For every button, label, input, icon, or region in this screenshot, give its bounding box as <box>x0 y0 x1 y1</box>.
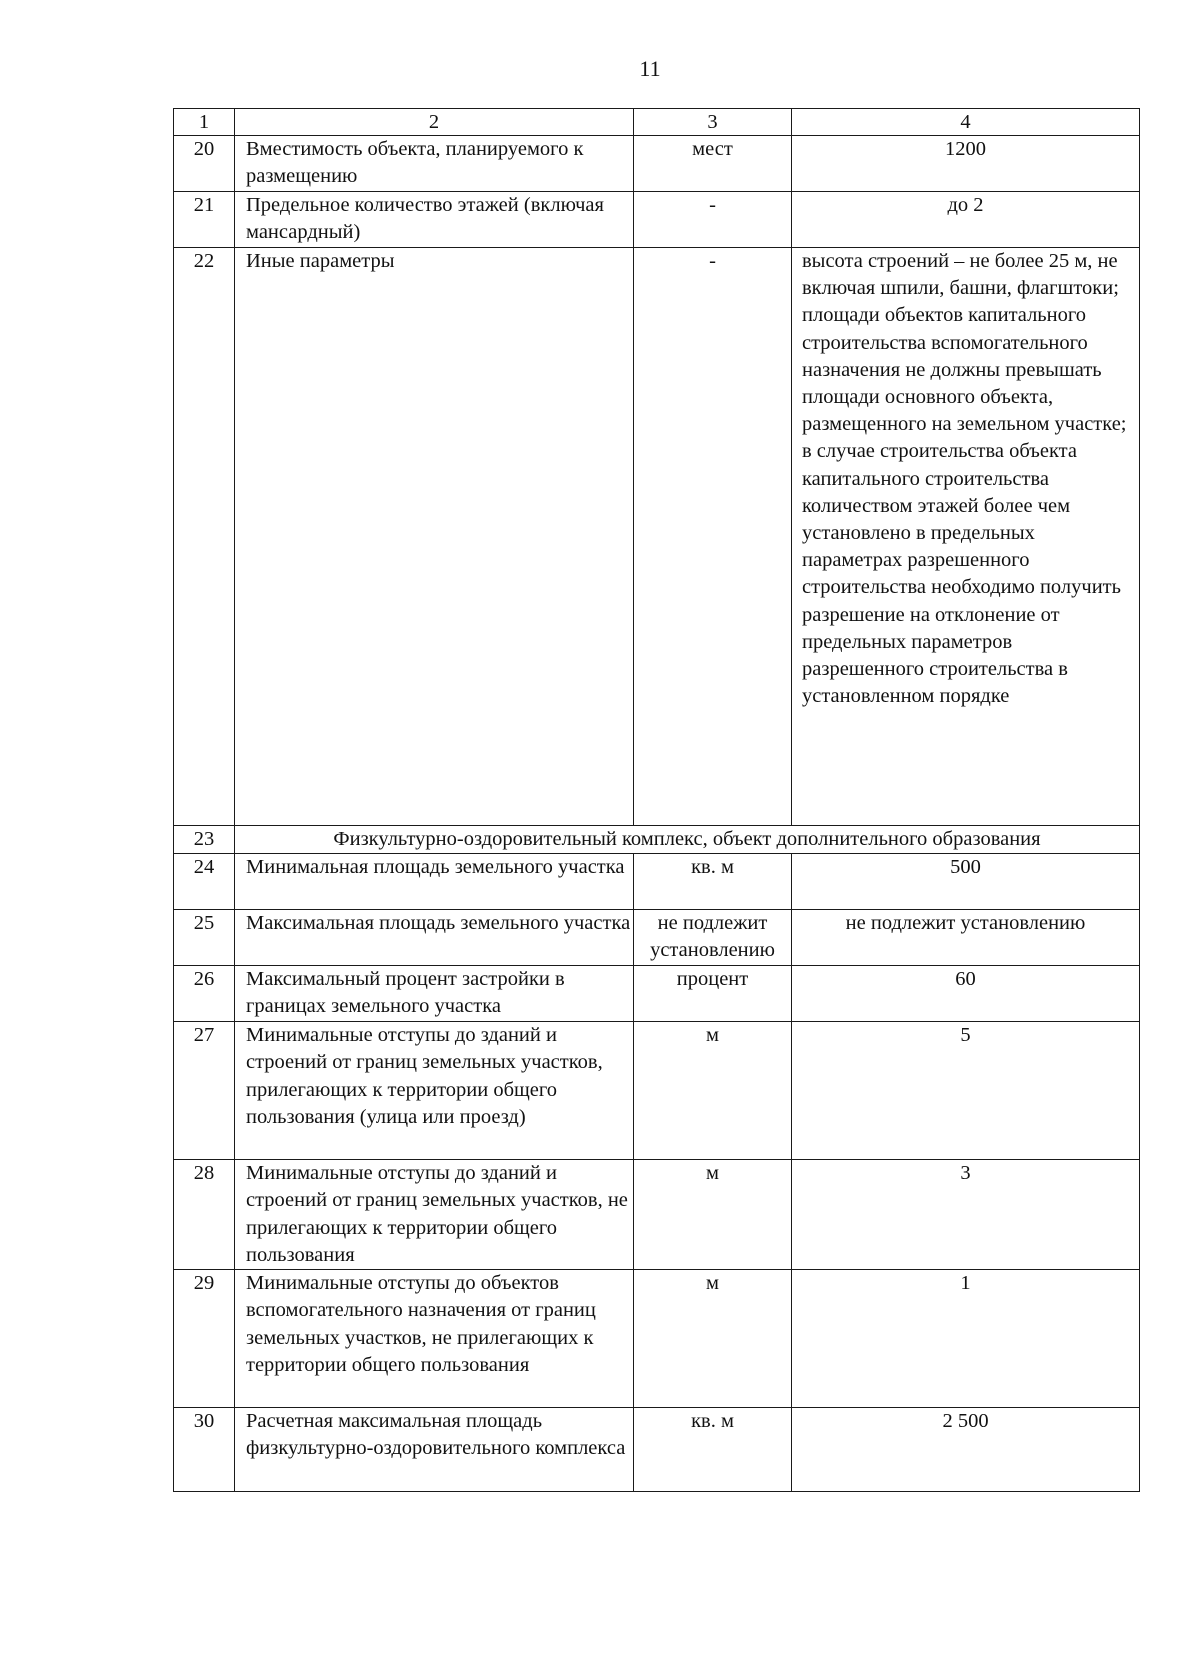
column-header-1: 1 <box>174 109 235 136</box>
row-parameter: Максимальный процент застройки в границах земельного участка <box>235 966 634 1022</box>
row-unit: м <box>634 1270 792 1408</box>
row-value: высота строений – не более 25 м, не включая шпили, башни, флагштоки; площади объектов капитального строительства вспомогательного назначения не должны превышать площади основного объекта, размещенного на земельном участке; в случае строительства объекта капитального строительства количеством этажей более чем установлено в предельных параметрах разрешенного строительства необходимо получить разрешение на отклонение от предельных параметров разрешенного строительства в установленном порядке <box>792 248 1140 826</box>
table-row <box>174 910 1140 966</box>
row-value: 2 500 <box>792 1408 1140 1492</box>
row-parameter: Максимальная площадь земельного участка <box>235 910 634 966</box>
row-value: до 2 <box>792 192 1140 248</box>
row-value: 1 <box>792 1270 1140 1408</box>
table-row <box>174 966 1140 1022</box>
table-row <box>174 192 1140 248</box>
row-parameter: Предельное количество этажей (включая мансардный) <box>235 192 634 248</box>
table-header-row <box>174 109 1140 136</box>
row-unit: м <box>634 1022 792 1160</box>
table-row <box>174 854 1140 910</box>
row-number: 29 <box>174 1270 235 1408</box>
table-row <box>174 248 1140 826</box>
row-unit: мест <box>634 136 792 192</box>
row-number: 20 <box>174 136 235 192</box>
table-row <box>174 1022 1140 1160</box>
table-row <box>174 1160 1140 1270</box>
section-row <box>174 826 1140 854</box>
row-number: 24 <box>174 854 235 910</box>
table-row <box>174 136 1140 192</box>
row-parameter: Минимальные отступы до зданий и строений от границ земельных участков, не прилегающих к территории общего пользования <box>235 1160 634 1270</box>
row-unit: не подлежит установлению <box>634 910 792 966</box>
row-parameter: Вместимость объекта, планируемого к размещению <box>235 136 634 192</box>
row-number: 22 <box>174 248 235 826</box>
row-value: 1200 <box>792 136 1140 192</box>
row-number: 21 <box>174 192 235 248</box>
row-unit: - <box>634 192 792 248</box>
section-title: Физкультурно-оздоровительный комплекс, объект дополнительного образования <box>235 826 1140 854</box>
row-number: 30 <box>174 1408 235 1492</box>
column-header-3: 3 <box>634 109 792 136</box>
row-parameter: Минимальные отступы до зданий и строений от границ земельных участков, прилегающих к территории общего пользования (улица или проезд) <box>235 1022 634 1160</box>
row-number: 23 <box>174 826 235 854</box>
row-number: 27 <box>174 1022 235 1160</box>
row-parameter: Расчетная максимальная площадь физкультурно-оздоровительного комплекса <box>235 1408 634 1492</box>
row-unit: процент <box>634 966 792 1022</box>
row-parameter: Минимальные отступы до объектов вспомогательного назначения от границ земельных участков, не прилегающих к территории общего пользования <box>235 1270 634 1408</box>
row-number: 26 <box>174 966 235 1022</box>
row-unit: кв. м <box>634 854 792 910</box>
row-number: 28 <box>174 1160 235 1270</box>
row-value: 3 <box>792 1160 1140 1270</box>
row-unit: м <box>634 1160 792 1270</box>
row-number: 25 <box>174 910 235 966</box>
row-parameter: Иные параметры <box>235 248 634 826</box>
parameters-table <box>173 108 1140 1492</box>
table-row <box>174 1270 1140 1408</box>
column-header-4: 4 <box>792 109 1140 136</box>
row-unit: кв. м <box>634 1408 792 1492</box>
page-number: 11 <box>639 56 661 81</box>
row-value: 5 <box>792 1022 1140 1160</box>
row-value: 60 <box>792 966 1140 1022</box>
column-header-2: 2 <box>235 109 634 136</box>
row-value: не подлежит установлению <box>792 910 1140 966</box>
row-unit: - <box>634 248 792 826</box>
row-value: 500 <box>792 854 1140 910</box>
row-parameter: Минимальная площадь земельного участка <box>235 854 634 910</box>
table-row <box>174 1408 1140 1492</box>
